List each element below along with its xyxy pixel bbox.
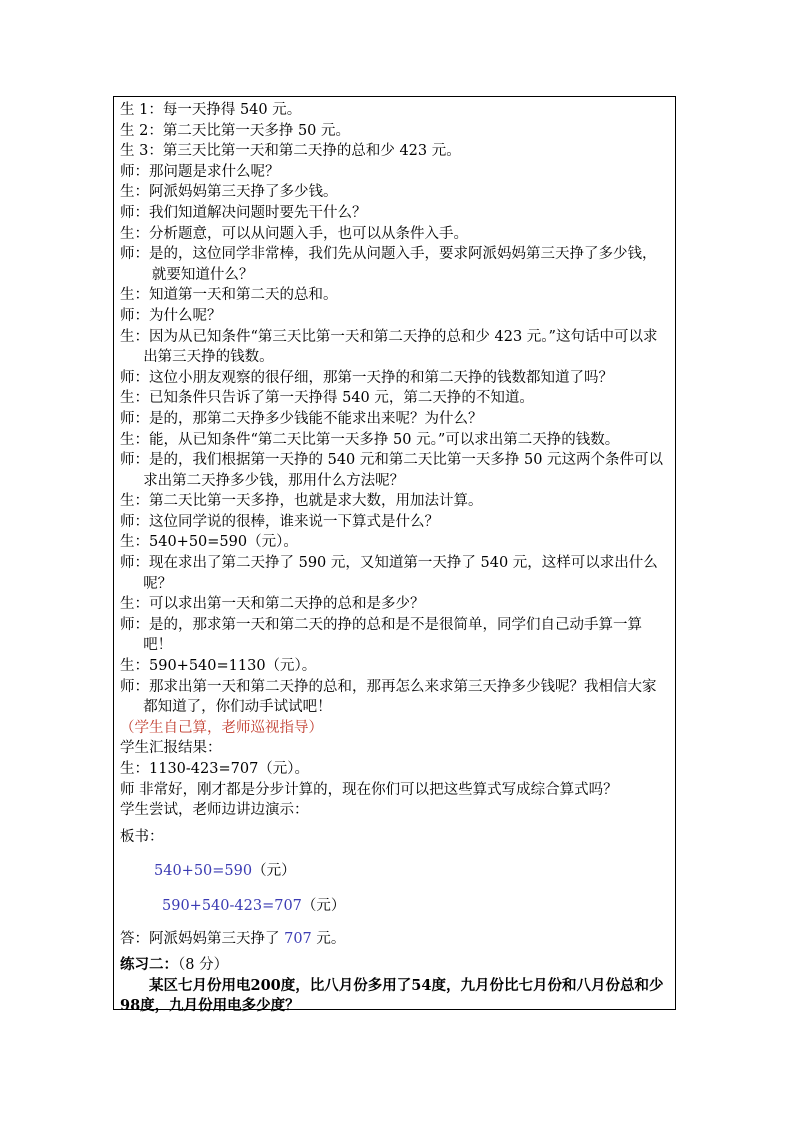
final-answer-suffix: 元。 (311, 930, 346, 947)
dialogue-line: 生 2：第二天比第一天多挣 50 元。 (120, 122, 351, 139)
dialogue-line: 师：为什么呢？ (120, 307, 222, 324)
dialogue-line: 师：是的，那求第一天和第二天的挣的总和是不是很简单，同学们自己动手算一算吧！ (120, 616, 642, 654)
dialogue-line: 生：540+50=590（元）。 (120, 534, 298, 551)
board-unit: （元） (301, 897, 346, 914)
dialogue-line: 生：第二天比第一天多挣，也就是求大数，用加法计算。 (120, 493, 483, 510)
board-label: 板书： (120, 828, 164, 845)
dialogue-line: 生：知道第一天和第二天的总和。 (120, 287, 338, 304)
dialogue-line: 师：是的，我们根据第一天挣的 540 元和第二天比第一天多挣 50 元这两个条件可以求出第二天挣多少钱，那用什么方法呢？ (120, 452, 664, 489)
dialogue-line: 生：因为从已知条件“第三天比第一天和第二天挣的总和少 423 元。”这句话中可以求出第三天挣的钱数。 (120, 328, 658, 366)
dialogue-line: 生：分析题意，可以从问题入手，也可以从条件入手。 (120, 225, 468, 242)
final-answer-prefix: 答：阿派妈妈第三天挣了 (120, 930, 285, 947)
dialogue-line: 生 3：第三天比第一天和第二天挣的总和少 423 元。 (120, 143, 461, 160)
dialogue-line: 师：是的，那第二天挣多少钱能不能求出来呢？为什么？ (120, 410, 483, 427)
exercise-title: 练习二： (120, 956, 178, 974)
demo-label: 学生尝试，老师边讲边演示： (120, 802, 309, 819)
dialogue-line: 生：590+540=1130（元）。 (120, 658, 317, 675)
dialogue-line: 师：这位同学说的很棒，谁来说一下算式是什么？ (120, 513, 439, 530)
final-answer-value: 707 (284, 930, 312, 947)
board-expression: 590+540-423=707 (162, 897, 302, 914)
dialogue-line: 生：可以求出第一天和第二天挣的总和是多少？ (120, 596, 425, 613)
dialogue-line: 师：这位小朋友观察的很仔细，那第一天挣的和第二天挣的钱数都知道了吗？ (120, 369, 613, 386)
board-equation-2 (120, 896, 669, 917)
board-equation-1 (120, 861, 669, 882)
dialogue-line: 生：阿派妈妈第三天挣了多少钱。 (120, 184, 338, 201)
dialogue-line: 师：我们知道解决问题时要先干什么？ (120, 204, 367, 221)
dialogue-line: 师：现在求出了第二天挣了 590 元，又知道第一天挣了 540 元，这样可以求出什么呢？ (120, 555, 658, 592)
dialogue-line: 师：是的，这位同学非常棒，我们先从问题入手，要求阿派妈妈第三天挣了多少钱，就要知道什么？ (120, 246, 657, 283)
dialogue-line: 生 1：每一天挣得 540 元。 (120, 102, 302, 118)
dialogue-line: 生：已知条件只告诉了第一天挣得 540 元，第二天挣的不知道。 (120, 390, 534, 407)
board-expression: 540+50=590 (154, 863, 253, 880)
exercise-problem: 某区七月份用电200度，比八月份多用了54度，九月份比七月份和八月份总和少98度，九月份用电多少度？ (120, 976, 664, 1015)
report-label: 学生汇报结果： (120, 740, 222, 757)
board-unit: （元） (252, 863, 296, 880)
exercise-score: （8 分） (178, 957, 229, 974)
lesson-content (120, 100, 669, 1017)
dialogue-line: 师 非常好，刚才都是分步计算的，现在你们可以把这些算式写成综合算式吗？ (120, 781, 618, 798)
teacher-note: （学生自己算，老师巡视指导） (120, 719, 323, 736)
exercise-heading (120, 955, 669, 976)
dialogue-line: 师：那求出第一天和第二天挣的总和，那再怎么来求第三天挣多少钱呢？我相信大家都知道了，你们动手试试吧！ (120, 678, 657, 716)
dialogue-line: 生：能，从已知条件“第二天比第一天多挣 50 元。”可以求出第二天挣的钱数。 (120, 431, 620, 448)
dialogue-line: 生：1130-423=707（元）。 (120, 761, 310, 777)
lesson-table-cell (113, 96, 676, 1015)
final-answer (120, 929, 669, 950)
dialogue-line: 师：那问题是求什么呢？ (120, 163, 280, 180)
